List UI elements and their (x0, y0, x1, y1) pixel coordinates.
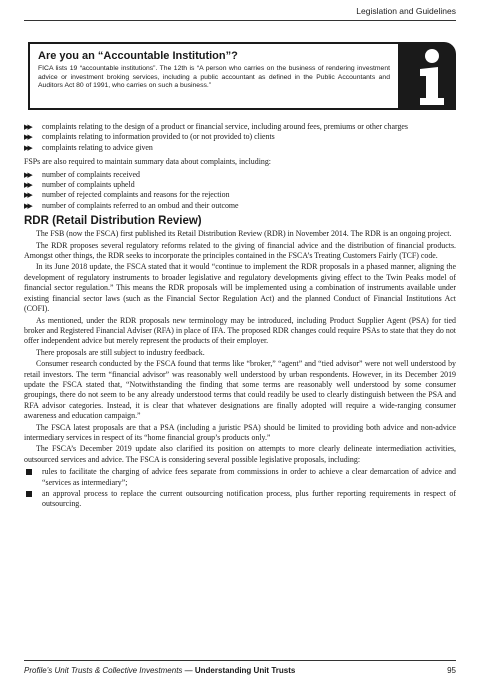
paragraph: The RDR proposes several regulatory reforms related to the giving of financial advice and the distribution of financial products. Amongst other things, the RDR seeks to incorporate the principles contained in the FSCA’s Treating Customers Fairly (TCF) code. (24, 240, 456, 261)
arrow-bullet-icon: ▶▶ (24, 143, 31, 152)
list-item: an approval process to replace the current outsourcing notification process, plus further reporting requirements in respect of outsourcing. (24, 489, 456, 510)
list-item: ▶▶ number of complaints upheld (24, 180, 135, 190)
paragraph: In its June 2018 update, the FSCA stated that it would “continue to implement the RDR proposals in a phased manner, aligning the development of regulatory instruments to broader legislative and regulatory developments giving effect to the Twin Peaks model of financial sector regulation.” This means the RDR proposals will be implemented using a combination of instruments available under existing financial sector laws (such as the Financial Sector Regulation Act) and the planned Conduct of Financial Institutions Act (COFI). (24, 262, 456, 314)
page-body (24, 120, 456, 511)
square-bullet-icon (26, 491, 32, 497)
info-box (28, 42, 400, 110)
arrow-bullet-icon: ▶▶ (24, 191, 31, 200)
section-heading: RDR (Retail Distribution Review) (24, 215, 202, 228)
list-item: ▶▶ complaints relating to the design of a product or financial service, including around fees, premiums or other charges (24, 122, 408, 131)
page-number: 95 (447, 666, 456, 675)
paragraph: Consumer research conducted by the FSCA found that terms like “broker,” “agent” and “tied advisor” were not well understood by retail investors. The term “financial advisor” was reasonably well understood by urban respondents. However, in its December 2019 update the FSCA stated that, “Notwithstanding the finding that some terms are reasonably well understood by some consumer groupings, there do not seem to be any already understood terms that could readily be used to clearly distinguish between the PSA and RFA advisor categories. Instead, it is clear that whatever designations are finally adopted will require a wide-ranging consumer awareness and education campaign.” (24, 359, 456, 421)
proposal-list (24, 467, 456, 510)
paragraph: The FSCA’s December 2019 update also clarified its position on attempts to more clearly delineate intermediation activities, outsourced services and advice. The FSCA is considering several possible legislative proposals, including: (24, 444, 456, 464)
footer-title: Profile’s Unit Trusts & Collective Investments — Understanding Unit Trusts (24, 666, 296, 675)
arrow-bullet-icon: ▶▶ (24, 201, 31, 210)
arrow-bullet-icon: ▶▶ (24, 181, 31, 190)
summary-intro: FSPs are also required to maintain summary data about complaints, including: (24, 157, 271, 167)
paragraph: There proposals are still subject to industry feedback. (36, 347, 205, 357)
info-icon (398, 42, 456, 110)
header-rule (24, 20, 456, 21)
list-item: ▶▶ complaints relating to advice given (24, 142, 153, 152)
square-bullet-icon (26, 469, 32, 475)
list-item: ▶▶ number of rejected complaints and reasons for the rejection (24, 190, 230, 200)
arrow-bullet-icon: ▶▶ (24, 133, 31, 142)
info-box-title: Are you an “Accountable Institution”? (38, 50, 238, 62)
info-box-text: FICA lists 19 “accountable institutions”. The 12th is “A person who carries on the business of rendering investment advice or investment broking services, including a public accountant as defined in the Public Accountants and Auditors Act 80 of 1991, who carries on such a business.” (38, 65, 390, 90)
running-header: Legislation and Guidelines (356, 6, 456, 16)
arrow-bullet-icon: ▶▶ (24, 123, 31, 131)
list-item: ▶▶ number of complaints referred to an ombud and their outcome (24, 200, 239, 210)
book-title: Understanding Unit Trusts (194, 666, 296, 675)
summary-list (24, 170, 456, 212)
arrow-bullet-icon: ▶▶ (24, 170, 31, 179)
paragraph: The FSB (now the FSCA) first published its Retail Distribution Review (RDR) in November 2014. The RDR is an ongoing project. (36, 229, 452, 239)
paragraph: The FSCA latest proposals are that a PSA (including a juristic PSA) should be limited to providing both advice and non-advice intermediary services in respect of its “home financial group’s products only.” (24, 422, 456, 442)
complaint-list (24, 122, 456, 153)
list-item: ▶▶ number of complaints received (24, 169, 140, 179)
footer-rule (24, 660, 456, 661)
list-item: rules to facilitate the charging of advice fees separate from commissions in order to achieve a clear demarcation of advice and “services as intermediary”; (24, 467, 456, 488)
list-item: ▶▶ complaints relating to information provided to (or not provided to) clients (24, 132, 275, 142)
paragraph: As mentioned, under the RDR proposals new terminology may be introduced, including Product Supplier Agent (PSA) for tied broker and Registered Financial Adviser (RFA) in place of IFA. The proposed RDR changes could require PSAs to state that they do not offer independent advice but merely represent the products of their employer. (24, 315, 456, 346)
footer (24, 666, 456, 675)
